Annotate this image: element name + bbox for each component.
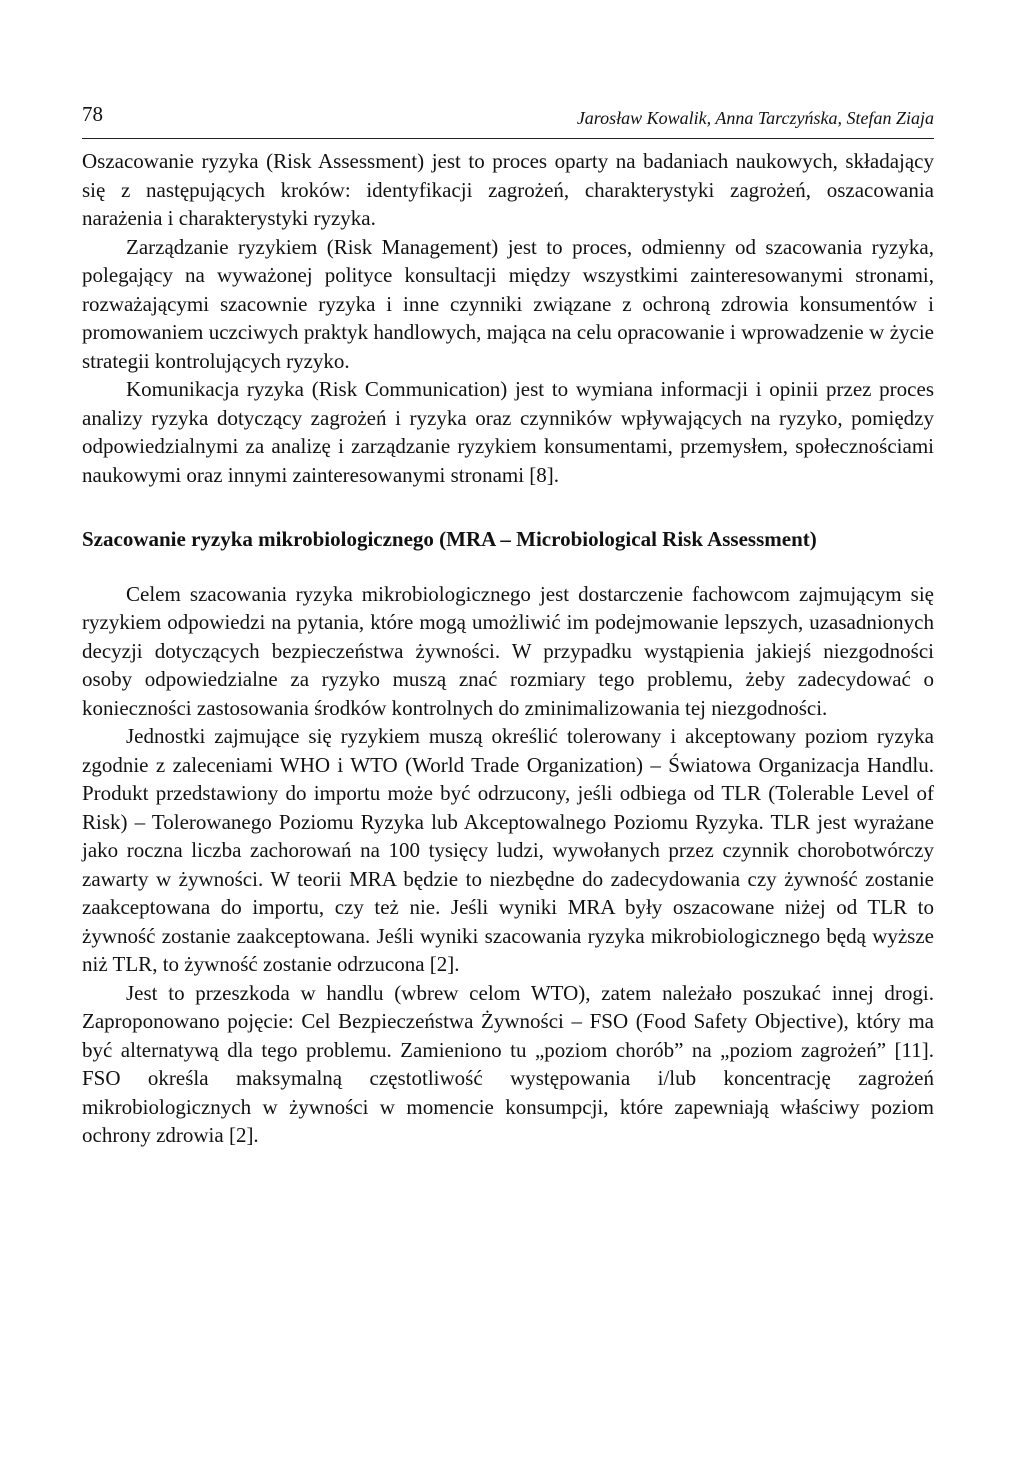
running-header xyxy=(82,96,934,139)
paragraph-risk-management: Zarządzanie ryzykiem (Risk Management) jest to proces, odmienny od szacowania ryzyka, polegający na wyważonej polityce konsultacji między wszystkimi zainteresowanymi stronami, rozważającymi szacownie ryzyka i inne czynniki związane z ochroną zdrowia konsumentów i promowaniem uczciwych praktyk handlowych, mająca na celu opracowanie i wprowadzenie w życie strategii kontrolujących ryzyko. xyxy=(82,234,934,373)
paragraph-risk-communication: Komunikacja ryzyka (Risk Communication) jest to wymiana informacji i opinii przez proces analizy ryzyka dotyczący zagrożeń i ryzyka oraz czynników wpływających na ryzyko, pomiędzy odpowiedzialnymi za analizę i zarządzanie ryzykiem konsumentami, przemysłem, społecznościami naukowymi oraz innymi zainteresowanymi stronami [8]. xyxy=(82,377,934,487)
paragraph-tlr: Jednostki zajmujące się ryzykiem muszą określić tolerowany i akceptowany poziom ryzyka zgodnie z zaleceniami WHO i WTO (World Trade Organization) – Światowa Organizacja Handlu. Produkt przedstawiony do importu może być odrzucony, jeśli odbiega od TLR (Tolerable Level of Risk) – Tolerowanego Poziomu Ryzyka lub Akceptowalnego Poziomu Ryzyka. TLR jest wyrażane jako roczna liczba zachorowań na 100 tysięcy ludzi, wywołanych przez czynnik chorobotwórczy zawarty w żywności. W teorii MRA będzie to niezbędne do zadecydowania czy żywność zostanie zaakceptowana do importu, czy też nie. Jeśli wyniki MRA były oszacowane niżej od TLR to żywność zostanie zaakceptowana. Jeśli wyniki szacowania ryzyka mikrobiologicznego będą wyższe niż TLR, to żywność zostanie odrzucona [2]. xyxy=(82,724,934,976)
section-heading-mra: Szacowanie ryzyka mikrobiologicznego (MRA – Microbiological Risk Assessment) xyxy=(82,527,817,551)
paragraph-mra-purpose: Celem szacowania ryzyka mikrobiologicznego jest dostarczenie fachowcom zajmującym się ryzykiem odpowiedzi na pytania, które mogą umożliwić im podejmowanie lepszych, uzasadnionych decyzji dotyczących bezpieczeństwa żywności. W przypadku wystąpienia jakiejś niezgodności osoby odpowiedzialne za ryzyko muszą znać rozmiary tego problemu, żeby zadecydować o konieczności zastosowania środków kontrolnych do zminimalizowania tej niezgodności. xyxy=(82,581,934,720)
body-text xyxy=(82,147,934,1150)
page-number: 78 xyxy=(82,102,103,126)
header-authors: Jarosław Kowalik, Anna Tarczyńska, Stefan Ziaja xyxy=(576,108,934,128)
paragraph-fso: Jest to przeszkoda w handlu (wbrew celom WTO), zatem należało poszukać innej drogi. Zaproponowano pojęcie: Cel Bezpieczeństwa Żywności – FSO (Food Safety Objective), który ma być alternatywą dla tego problemu. Zamieniono tu „poziom chorób” na „poziom zagrożeń” [11]. FSO określa maksymalną częstotliwość występowania i/lub koncentrację zagrożeń mikrobiologicznych w żywności w momencie konsumpcji, które zapewniają właściwy poziom ochrony zdrowia [2]. xyxy=(82,980,934,1147)
document-page xyxy=(82,96,934,1150)
paragraph-risk-assessment: Oszacowanie ryzyka (Risk Assessment) jest to proces oparty na badaniach naukowych, składający się z następujących kroków: identyfikacji zagrożeń, charakterystyki zagrożeń, oszacowania narażenia i charakterystyki ryzyka. xyxy=(82,149,934,230)
